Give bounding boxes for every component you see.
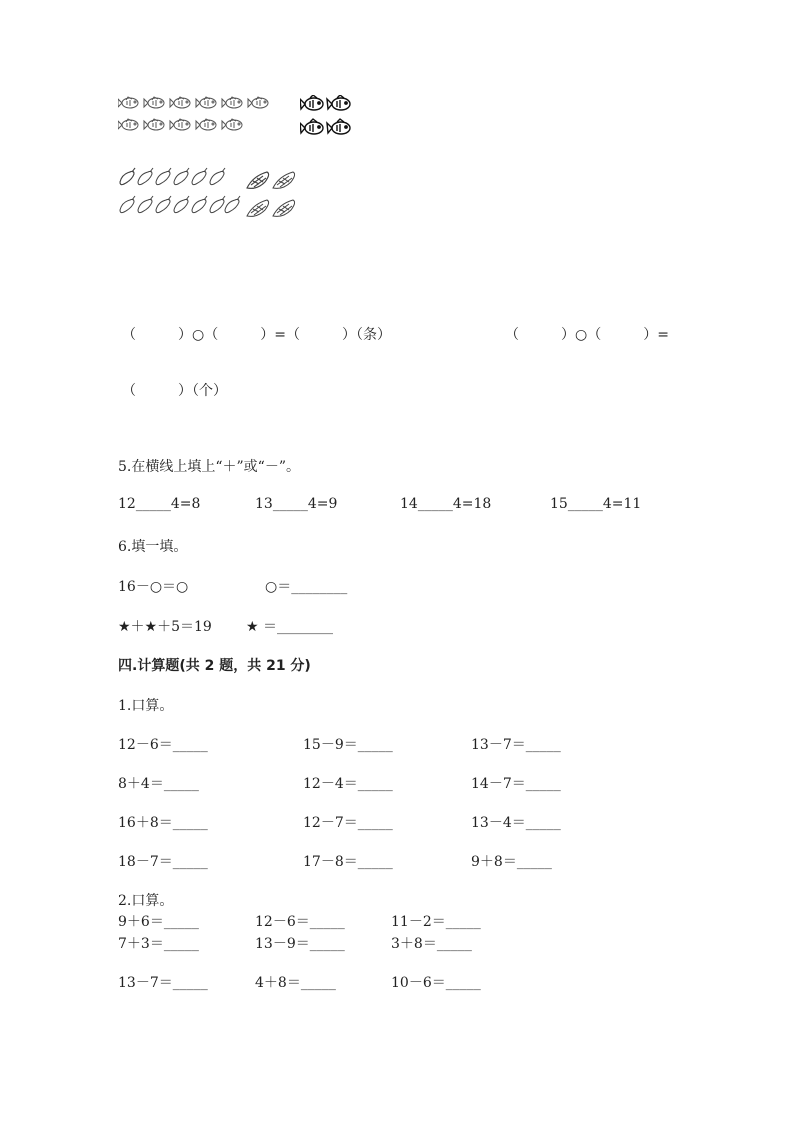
- calc2-item[interactable]: 9＋6＝_____: [118, 914, 199, 930]
- calc1-title: 1.口算。: [118, 698, 174, 714]
- corn-picture: [245, 168, 315, 228]
- q6-line2-right[interactable]: ★ ＝________: [246, 619, 334, 635]
- q5-item-1[interactable]: 12_____4=8: [118, 496, 201, 512]
- eggplant-picture: [118, 166, 243, 226]
- calc2-item[interactable]: 7＋3＝_____: [118, 936, 199, 952]
- calc1-item[interactable]: 12－7＝_____: [303, 815, 393, 831]
- q6-line1-right[interactable]: ○＝________: [265, 579, 348, 595]
- calc1-item[interactable]: 8＋4＝_____: [118, 776, 199, 792]
- calc2-item[interactable]: 11－2＝_____: [391, 914, 481, 930]
- fish-picture-gray: [118, 95, 288, 145]
- q4-row1-left: （ ）○（ ）=（ ）（条）: [122, 327, 391, 343]
- calc1-item[interactable]: 13－4＝_____: [471, 815, 561, 831]
- calc2-item[interactable]: 12－6＝_____: [255, 914, 345, 930]
- calc1-item[interactable]: 9＋8＝_____: [471, 854, 552, 870]
- calc1-item[interactable]: 16＋8＝_____: [118, 815, 208, 831]
- calc1-item[interactable]: 12－6＝_____: [118, 737, 208, 753]
- q4-row2: （ ）（个）: [122, 383, 227, 399]
- q6-title: 6.填一填。: [118, 539, 188, 555]
- q4-row1-right: （ ）○（ ）=: [505, 327, 669, 343]
- calc2-title: 2.口算。: [118, 893, 174, 909]
- calc1-item[interactable]: 15－9＝_____: [303, 737, 393, 753]
- fish-picture-black: [300, 95, 360, 143]
- section4-title: 四.计算题(共 2 题，共 21 分): [118, 658, 311, 674]
- q5-item-3[interactable]: 14_____4=18: [400, 496, 492, 512]
- calc2-item[interactable]: 13－7＝_____: [118, 975, 208, 991]
- calc1-item[interactable]: 13－7＝_____: [471, 737, 561, 753]
- calc1-item[interactable]: 14－7＝_____: [471, 776, 561, 792]
- calc1-item[interactable]: 12－4＝_____: [303, 776, 393, 792]
- q5-item-4[interactable]: 15_____4=11: [550, 496, 642, 512]
- q6-line1-left: 16－○＝○: [118, 579, 189, 595]
- calc2-item[interactable]: 13－9＝_____: [255, 936, 345, 952]
- q5-item-2[interactable]: 13_____4=9: [255, 496, 338, 512]
- q5-title: 5.在横线上填上“＋”或“－”。: [118, 459, 300, 475]
- calc2-item[interactable]: 4＋8＝_____: [255, 975, 336, 991]
- calc2-item[interactable]: 3＋8＝_____: [391, 936, 472, 952]
- calc2-item[interactable]: 10－6＝_____: [391, 975, 481, 991]
- q6-line2-left: ★＋★＋5＝19: [118, 619, 212, 635]
- calc1-item[interactable]: 18－7＝_____: [118, 854, 208, 870]
- calc1-item[interactable]: 17－8＝_____: [303, 854, 393, 870]
